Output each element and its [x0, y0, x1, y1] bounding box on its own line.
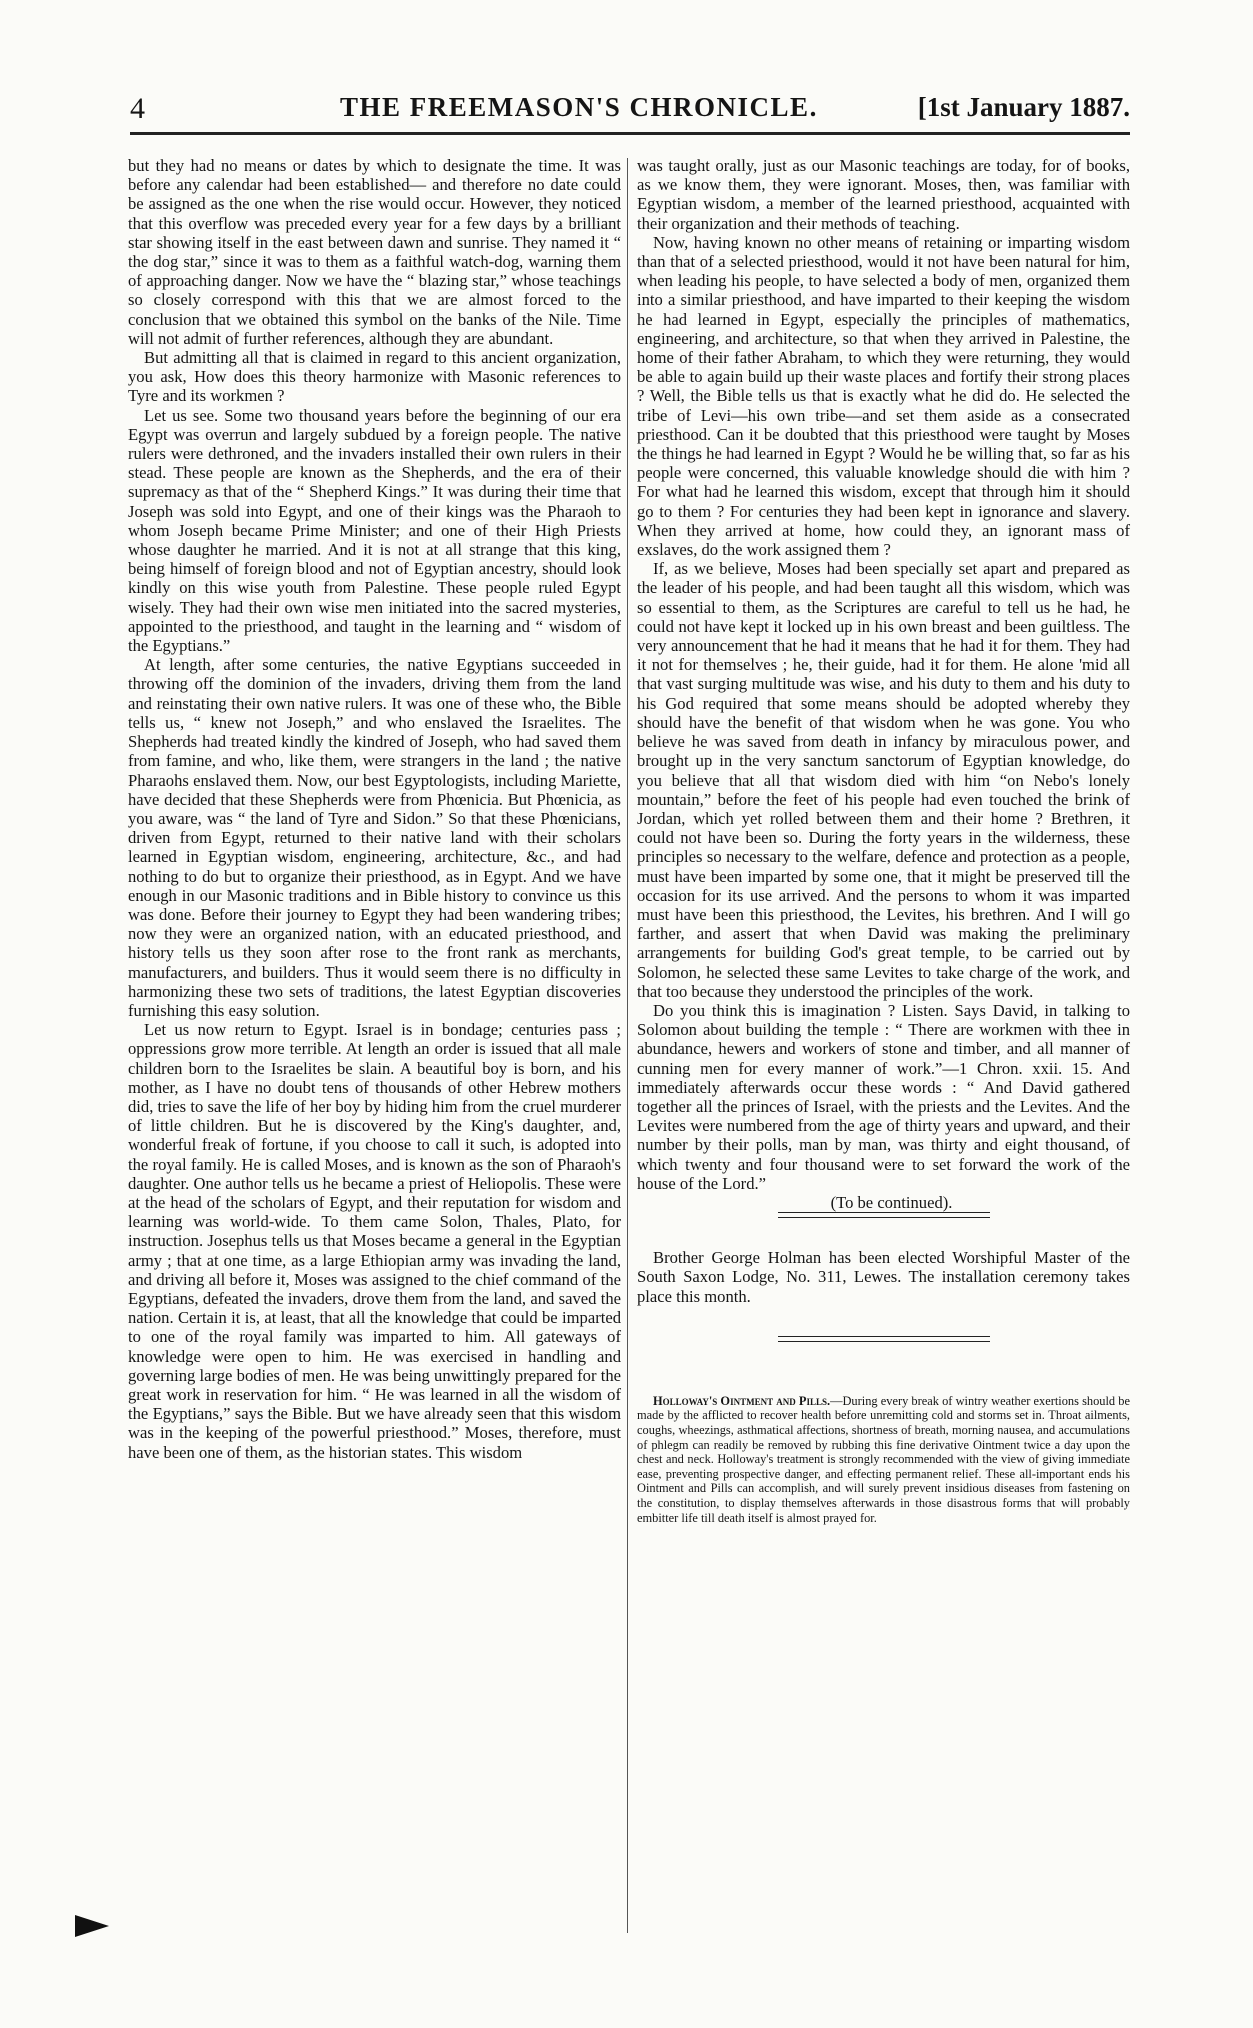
- advertisement: [637, 1394, 1130, 1525]
- article-paragraph: Now, having known no other means of retaining or imparting wisdom than that of a selected priesthood, would it not have been natural for him, when leading his people, to have selected a body of men, organized them into a similar priesthood, and have imparted to their keeping the wisdom he had learned in Egypt, especially the principles of mathematics, engineering, and architecture, so that when they arrived in Palestine, the home of their father Abraham, to which they were returning, they would be able to again build up their waste places and fortify their strong places ? Well, the Bible tells us that is exactly what he did do. He selected the tribe of Levi—his own tribe—and set them aside as a consecrated priesthood. Can it be doubted that this priesthood were taught by Moses the things he had learned in Egypt ? Would he be willing that, so far as his people were concerned, this valuable knowledge should die with him ? For what had he learned this wisdom, except that through him it should go to them ? For centuries they had been kept in ignorance and slavery. When they arrived at home, how could they, an ignorant mass of exslaves, do the work assigned them ?: [637, 232, 1130, 560]
- page-number: 4: [130, 92, 145, 125]
- to-be-continued: (To be continued).: [830, 1192, 953, 1212]
- section-divider: [778, 1336, 990, 1342]
- section-divider: [778, 1212, 990, 1218]
- article-paragraph: but they had no means or dates by which to designate the time. It was before any calendar had been established— and therefore no date could be assigned as the one when the rise would occur. However, they noticed that this overflow was preceded every year for a few days by a brilliant star showing itself in the east between dawn and sunrise. They named it “ the dog star,” since it was to them as a faithful watch-dog, warning them of approaching danger. Now we have the “ blazing star,” whose teachings so closely correspond with this that we are almost forced to the conclusion that we obtained this symbol on the banks of the Nile. Time will not admit of further references, although they are abundant.: [128, 156, 621, 348]
- article-paragraph: Let us now return to Egypt. Israel is in bondage; centuries pass ; oppressions grow more terrible. At length an order is issued that all male children born to the Israelites be slain. A beautiful boy is born, and his mother, as I have no doubt tens of thousands of other Hebrew mothers did, tries to save the life of her boy by hiding him from the cruel murderer of little children. But he is discovered by the King's daughter, and, wonderful freak of fortune, if you choose to call it such, is adopted into the royal family. He is called Moses, and is known as the son of Pharaoh's daughter. One author tells us he became a priest of Heliopolis. These were at the head of the scholars of Egypt, and their reputation for wisdom and learning was world-wide. To them came Solon, Thales, Plato, for instruction. Josephus tells us that Moses became a general in the Egyptian army ; that at one time, as a large Ethiopian army was invading the land, and driving all before it, Moses was assigned to the chief command of the Egyptians, defeated the invaders, drove them from the land, and saved the nation. Certain it is, at least, that all the knowledge that could be imparted to one of the royal family was imparted to him. All gateways of knowledge were open to him. He was exercised in handling and governing large bodies of men. He was being unwittingly prepared for the great work in reservation for him. “ He was learned in all the wisdom of the Egyptians,” says the Bible. But we have already seen that this wisdom was in the keeping of the powerful priesthood.” Moses, therefore, must have been one of them, as the historian states. This wisdom: [128, 1020, 621, 1462]
- article-paragraph: was taught orally, just as our Masonic teachings are today, for of books, as we know them, they were ignorant. Moses, then, was familiar with Egyptian wisdom, a member of the learned priesthood, acquainted with their organization and their methods of teaching.: [637, 156, 1130, 233]
- left-column: [128, 156, 621, 1462]
- advert-body: —During every break of wintry weather exertions should be made by the afflicted to recover health before unremitting cold and storms set in. Throat ailments, coughs, wheezings, asthmatical affections, shortness of breath, morning nausea, and accumulations of phlegm can readily be removed by rubbing this fine derivative Ointment twice a day upon the chest and neck. Holloway's treatment is strongly recommended with the view of giving immediate ease, preventing prospective danger, and effecting permanent relief. These all-important ends his Ointment and Pills can accomplish, and will surely prevent insidious diseases from fastening on the constitution, to display themselves afterwards in those disastrous forms that will probably embitter life till death itself is almost prayed for.: [637, 1393, 1130, 1525]
- masthead-title: THE FREEMASON'S CHRONICLE.: [340, 92, 818, 122]
- article-paragraph: But admitting all that is claimed in regard to this ancient organization, you ask, How does this theory harmonize with Masonic references to Tyre and its workmen ?: [128, 348, 621, 406]
- article-paragraph: Let us see. Some two thousand years before the beginning of our era Egypt was overrun and largely subdued by a foreign people. The native rulers were dethroned, and the invaders installed their own rulers in their stead. These people are known as the Shepherds, and the era of their supremacy as that of the “ Shepherd Kings.” It was during their time that Joseph was sold into Egypt, and one of their kings was the Pharaoh to whom Joseph became Prime Minister; and one of their High Priests whose daughter he married. And it is not at all strange that this king, being himself of foreign blood and not of Egyptian ancestry, should look kindly on this wise youth from Palestine. These people ruled Egypt wisely. They had their own wise men initiated into the sacred mysteries, appointed to the priesthood, and taught in the learning and “ wisdom of the Egyptians.”: [128, 405, 621, 656]
- lodge-news-note: Brother George Holman has been elected Worshipful Master of the South Saxon Lodge, No. 311, Lewes. The installation ceremony takes place this month.: [637, 1248, 1130, 1306]
- issue-date: [1st January 1887.: [917, 92, 1130, 122]
- article-paragraph: At length, after some centuries, the native Egyptians succeeded in throwing off the dominion of the invaders, driving them from the land and reinstating their own native rulers. It was one of these who, the Bible tells us, “ knew not Joseph,” and who enslaved the Israelites. The Shepherds had treated kindly the kindred of Joseph, who had saved them from famine, and who, like them, were strangers in the land ; the native Pharaohs enslaved them. Now, our best Egyptologists, including Mariette, have decided that these Shepherds were from Phœnicia. But Phœnicia, as you aware, was “ the land of Tyre and Sidon.” So that these Phœnicians, driven from Egypt, returned to their native land with their scholars learned in Egyptian wisdom, engineering, architecture, &c., and had nothing to do but to organize their priesthood, as in Egypt. And we have enough in our Masonic traditions and in Bible history to convince us this was done. Before their journey to Egypt they had been wandering tribes; now they were an organized nation, with an educated priesthood, and history tells us they soon after rose to the front rank as merchants, manufacturers, and builders. Thus it would seem there is no difficulty in harmonizing these two sets of traditions, the latest Egyptian discoveries furnishing this easy solution.: [128, 655, 621, 1020]
- column-divider: [627, 158, 628, 1933]
- advert-title: Holloway's Ointment and Pills.: [653, 1393, 831, 1408]
- article-paragraph: Do you think this is imagination ? Listen. Says David, in talking to Solomon about building the temple : “ There are workmen with thee in abundance, hewers and workers of stone and timber, and all manner of cunning men for every manner of work.”—1 Chron. xxii. 15. And immediately afterwards occur these words : “ And David gathered together all the princes of Israel, with the priests and the Levites. And the Levites were numbered from the age of thirty years and upward, and their number by their polls, man by man, was thirty and eight thousand, of which twenty and four thousand were to set forward the work of the house of the Lord.”: [637, 1000, 1130, 1193]
- page-header: [130, 92, 1130, 130]
- article-paragraph: If, as we believe, Moses had been specially set apart and prepared as the leader of his people, and had been taught all this wisdom, which was so essential to them, as the Scriptures are careful to tell us he had, he could not have kept it locked up in his own breast and been guiltless. The very announcement that he had it means that he had it for them. They had it not for themselves ; he, their guide, had it for them. He alone 'mid all that vast surging multitude was wise, and his duty to them and his duty to his God required that some means should be adopted whereby they should have the benefit of that wisdom when he was gone. You who believe he was saved from death in infancy by miraculous power, and brought up in the very sanctum sanctorum of Egyptian knowledge, do you believe that all that wisdom died with him “on Nebo's lonely mountain,” before the feet of his people had even touched the brink of Jordan, which yet rolled between them and their home ? Brethren, it could not have been so. During the forty years in the wilderness, these principles so necessary to the welfare, defence and protection as a people, must have been imparted by some one, that it might be preserved till the occasion for its use arrived. And the persons to whom it was imparted must have been this priesthood, the Levites, his brethren. And I will go farther, and assert that when David was making the preliminary arrangements for building God's great temple, to be carried out by Solomon, he selected these same Levites to take charge of the work, and that too because they understood the principles of the work.: [637, 559, 1130, 1001]
- header-rule: [130, 132, 1130, 135]
- right-column: [637, 156, 1130, 1525]
- page-turn-arrow-icon: [75, 1915, 109, 1937]
